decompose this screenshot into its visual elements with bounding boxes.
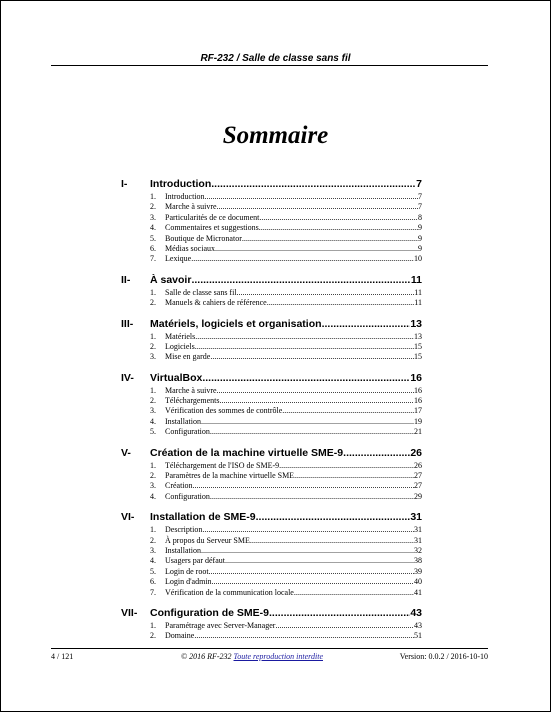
- toc-item-entry[interactable]: [121, 536, 422, 546]
- toc-item-entry[interactable]: [121, 234, 422, 244]
- toc-item-title: Installation: [165, 416, 201, 426]
- toc-dot-leader: [250, 536, 414, 545]
- toc-item-page: 31: [414, 525, 422, 535]
- toc-section: [121, 372, 422, 438]
- toc-dot-leader: [237, 288, 415, 297]
- toc-dot-leader: [202, 372, 410, 384]
- toc-section-number: III-: [121, 317, 134, 330]
- toc-item-number: 3.: [150, 545, 156, 555]
- toc-item-title: Usagers par défaut: [165, 556, 225, 566]
- toc-item-entry[interactable]: [121, 546, 422, 556]
- toc-section-entry[interactable]: [121, 607, 422, 620]
- toc-item-number: 1.: [150, 287, 156, 297]
- toc-item-page: 8: [418, 212, 422, 222]
- toc-item-entry[interactable]: [121, 342, 422, 352]
- toc-dot-leader: [256, 511, 411, 523]
- toc-item-number: 2.: [150, 535, 156, 545]
- toc-dot-leader: [225, 556, 414, 565]
- toc-item-number: 7.: [150, 254, 156, 264]
- toc-dot-leader: [201, 546, 414, 555]
- toc-item-page: 16: [414, 385, 422, 395]
- toc-item-page: 38: [414, 556, 422, 566]
- toc-item-title: Configuration: [165, 427, 210, 437]
- toc-section-title: Configuration de SME-9: [150, 606, 269, 619]
- toc-item-title: Configuration: [165, 491, 210, 501]
- toc-item-number: 2.: [150, 202, 156, 212]
- toc-section-entry[interactable]: [121, 447, 422, 460]
- toc-dot-leader: [212, 577, 414, 586]
- toc-section-entry[interactable]: [121, 372, 422, 385]
- toc-dot-leader: [259, 213, 418, 222]
- toc-item-entry[interactable]: [121, 244, 422, 254]
- toc-section-entry[interactable]: [121, 178, 422, 191]
- toc-item-title: Manuels & cahiers de référence: [165, 298, 267, 308]
- toc-item-page: 27: [414, 481, 422, 491]
- toc-item-page: 9: [418, 233, 422, 243]
- toc-item-title: Logiciels: [165, 341, 195, 351]
- toc-item-number: 3.: [150, 352, 156, 362]
- toc-item-entry[interactable]: [121, 288, 422, 298]
- toc-item-page: 11: [414, 287, 422, 297]
- toc-item-title: Particularités de ce document: [165, 212, 260, 222]
- running-header: RF-232 / Salle de classe sans fil: [200, 53, 351, 64]
- toc-dot-leader: [210, 352, 414, 361]
- toc-item-entry[interactable]: [121, 298, 422, 308]
- toc-item-number: 1.: [150, 620, 156, 630]
- toc-item-title: Description: [165, 525, 203, 535]
- toc-section-page: 16: [410, 371, 422, 384]
- toc-dot-leader: [242, 234, 418, 243]
- toc-section: [121, 274, 422, 309]
- toc-item-entry[interactable]: [121, 213, 422, 223]
- toc-item-title: Salle de classe sans fil: [165, 287, 237, 297]
- toc-dot-leader: [191, 274, 410, 286]
- toc-item-page: 13: [414, 331, 422, 341]
- toc-item-title: Vérification de la communication locale: [165, 587, 294, 597]
- footer-rule: [51, 648, 488, 649]
- toc-section-title: Introduction: [150, 178, 212, 190]
- toc-item-number: 6.: [150, 577, 156, 587]
- toc-section-title: Création de la machine virtuelle SME-9: [150, 446, 344, 459]
- toc-dot-leader: [201, 417, 414, 426]
- toc-item-number: 4.: [150, 223, 156, 233]
- toc-item-entry[interactable]: [121, 386, 422, 396]
- footer-copyright: [181, 652, 323, 661]
- reproduction-link[interactable]: Toute reproduction interdite: [233, 652, 323, 661]
- toc-item-title: Introduction: [165, 192, 205, 201]
- toc-item-entry[interactable]: [121, 621, 422, 631]
- toc-item-number: 2.: [150, 631, 156, 641]
- toc-item-number: 5.: [150, 233, 156, 243]
- toc-item-page: 11: [414, 298, 422, 308]
- toc-item-entry[interactable]: [121, 192, 422, 202]
- toc-section: [121, 607, 422, 642]
- toc-item-number: 3.: [150, 406, 156, 416]
- toc-item-number: 6.: [150, 243, 156, 253]
- toc-item-title: Paramètres de la machine virtuelle SME: [165, 471, 295, 481]
- toc-dot-leader: [269, 607, 410, 619]
- toc-dot-leader: [210, 492, 414, 501]
- toc-section: [121, 447, 422, 503]
- toc-item-page: 31: [414, 535, 422, 545]
- toc-item-title: Matériels: [165, 331, 196, 341]
- toc-section-title: VirtualBox: [150, 371, 203, 384]
- toc-dot-leader: [215, 244, 418, 253]
- toc-dot-leader: [220, 396, 415, 405]
- toc-item-entry[interactable]: [121, 202, 422, 212]
- toc-item-title: Mise en garde: [165, 352, 211, 362]
- toc-item-number: 3.: [150, 212, 156, 222]
- toc-section-title: À savoir: [150, 273, 192, 286]
- toc-item-number: 1.: [150, 385, 156, 395]
- toc-dot-leader: [195, 332, 414, 341]
- toc-item-page: 41: [414, 587, 422, 597]
- footer-version: Version: 0.0.2 / 2016-10-10: [399, 652, 488, 661]
- toc-item-entry[interactable]: [121, 332, 422, 342]
- toc-item-page: 10: [414, 254, 422, 264]
- toc-item-title: Téléchargement de l'ISO de SME-9: [165, 460, 280, 470]
- toc-item-page: 19: [414, 416, 422, 426]
- toc-item-title: Domaine: [165, 631, 195, 641]
- toc-dot-leader: [195, 342, 414, 351]
- toc-item-page: 7: [418, 202, 422, 212]
- toc-item-title: Login de root: [165, 566, 209, 576]
- toc-item-page: 17: [414, 406, 422, 416]
- toc-item-number: 1.: [150, 192, 156, 201]
- toc-item-entry[interactable]: [121, 461, 422, 471]
- toc-section: [121, 318, 422, 363]
- toc-section-number: I-: [121, 178, 128, 190]
- toc-item-entry[interactable]: [121, 406, 422, 416]
- toc-item-page: 43: [414, 620, 422, 630]
- toc-item-page: 7: [418, 192, 422, 201]
- toc-section-number: II-: [121, 273, 131, 286]
- toc-dot-leader: [209, 567, 414, 576]
- toc-item-title: Marche à suivre: [165, 202, 217, 212]
- toc-item-entry[interactable]: [121, 525, 422, 535]
- toc-item-title: Commentaires et suggestions: [165, 223, 259, 233]
- toc-item-page: 9: [418, 223, 422, 233]
- toc-item-page: 15: [414, 341, 422, 351]
- toc-section-page: 43: [410, 606, 422, 619]
- toc-dot-leader: [343, 447, 410, 459]
- toc-section-page: 26: [410, 446, 422, 459]
- toc-item-entry[interactable]: [121, 492, 422, 502]
- toc-item-entry[interactable]: [121, 556, 422, 566]
- toc-dot-leader: [217, 202, 418, 211]
- page-footer: [51, 652, 488, 664]
- toc-item-number: 2.: [150, 341, 156, 351]
- toc-item-number: 1.: [150, 460, 156, 470]
- toc-item-page: 51: [414, 631, 422, 641]
- table-of-contents: [121, 178, 422, 651]
- toc-dot-leader: [205, 192, 418, 201]
- toc-item-page: 39: [414, 566, 422, 576]
- toc-item-page: 32: [414, 545, 422, 555]
- toc-item-entry[interactable]: [121, 471, 422, 481]
- toc-item-page: 16: [414, 396, 422, 406]
- toc-item-page: 9: [418, 243, 422, 253]
- toc-section-number: VII-: [121, 606, 138, 619]
- toc-item-page: 21: [414, 427, 422, 437]
- toc-item-title: Lexique: [165, 254, 192, 264]
- toc-item-entry[interactable]: [121, 352, 422, 362]
- toc-dot-leader: [191, 254, 414, 263]
- toc-item-entry[interactable]: [121, 427, 422, 437]
- toc-item-number: 2.: [150, 396, 156, 406]
- toc-item-number: 4.: [150, 416, 156, 426]
- toc-dot-leader: [322, 318, 411, 330]
- toc-section-page: 31: [410, 511, 422, 524]
- toc-item-entry[interactable]: [121, 631, 422, 641]
- toc-dot-leader: [211, 178, 416, 190]
- toc-section-entry[interactable]: [121, 274, 422, 287]
- toc-dot-leader: [282, 406, 414, 415]
- toc-item-title: Installation: [165, 545, 201, 555]
- toc-section-page: 11: [410, 273, 422, 286]
- toc-item-entry[interactable]: [121, 567, 422, 577]
- toc-section-number: VI-: [121, 511, 135, 524]
- toc-item-title: Boutique de Micronator: [165, 233, 242, 243]
- toc-item-title: Paramétrage avec Server-Manager: [165, 620, 276, 630]
- toc-item-number: 2.: [150, 471, 156, 481]
- toc-dot-leader: [202, 525, 414, 534]
- toc-item-entry[interactable]: [121, 396, 422, 406]
- toc-dot-leader: [194, 631, 414, 640]
- toc-section-entry[interactable]: [121, 511, 422, 524]
- toc-section-title: Matériels, logiciels et organisation: [150, 317, 322, 330]
- toc-item-title: Marche à suivre: [165, 385, 217, 395]
- toc-item-title: Médias sociaux: [165, 243, 215, 253]
- toc-dot-leader: [294, 588, 414, 597]
- toc-item-title: Vérification des sommes de contrôle: [165, 406, 283, 416]
- toc-item-number: 2.: [150, 298, 156, 308]
- copyright-text: © 2016 RF-232: [181, 652, 234, 661]
- toc-item-entry[interactable]: [121, 577, 422, 587]
- toc-dot-leader: [210, 427, 414, 436]
- toc-item-number: 3.: [150, 481, 156, 491]
- toc-dot-leader: [217, 386, 414, 395]
- toc-item-page: 29: [414, 491, 422, 501]
- footer-page-number: 4 / 121: [51, 652, 74, 661]
- toc-dot-leader: [193, 481, 414, 490]
- toc-item-number: 4.: [150, 491, 156, 501]
- toc-item-entry[interactable]: [121, 254, 422, 264]
- toc-section-page: 13: [410, 317, 422, 330]
- toc-item-number: 7.: [150, 587, 156, 597]
- toc-section-entry[interactable]: [121, 318, 422, 331]
- toc-item-number: 1.: [150, 525, 156, 535]
- toc-section-page: 7: [416, 178, 422, 190]
- toc-dot-leader: [275, 621, 414, 630]
- toc-item-title: Login d'admin: [165, 577, 212, 587]
- toc-item-title: Création: [165, 481, 193, 491]
- toc-item-page: 26: [414, 460, 422, 470]
- toc-dot-leader: [279, 461, 414, 470]
- toc-item-entry[interactable]: [121, 481, 422, 491]
- toc-item-number: 5.: [150, 566, 156, 576]
- toc-dot-leader: [267, 298, 415, 307]
- toc-section-number: IV-: [121, 371, 134, 384]
- toc-section: [121, 511, 422, 598]
- toc-section: [121, 178, 422, 265]
- toc-item-entry[interactable]: [121, 417, 422, 427]
- toc-item-number: 5.: [150, 427, 156, 437]
- toc-item-number: 4.: [150, 556, 156, 566]
- page-title: Sommaire: [222, 122, 329, 149]
- toc-dot-leader: [294, 471, 414, 480]
- toc-dot-leader: [259, 223, 418, 232]
- toc-item-title: Téléchargements: [165, 396, 220, 406]
- toc-item-title: À propos du Serveur SME: [165, 535, 250, 545]
- toc-item-entry[interactable]: [121, 588, 422, 598]
- toc-item-entry[interactable]: [121, 223, 422, 233]
- toc-item-page: 15: [414, 352, 422, 362]
- toc-item-page: 40: [414, 577, 422, 587]
- toc-item-page: 27: [414, 471, 422, 481]
- toc-section-number: V-: [121, 446, 131, 459]
- toc-item-number: 1.: [150, 331, 156, 341]
- toc-section-title: Installation de SME-9: [150, 511, 256, 524]
- header-rule: [51, 65, 488, 66]
